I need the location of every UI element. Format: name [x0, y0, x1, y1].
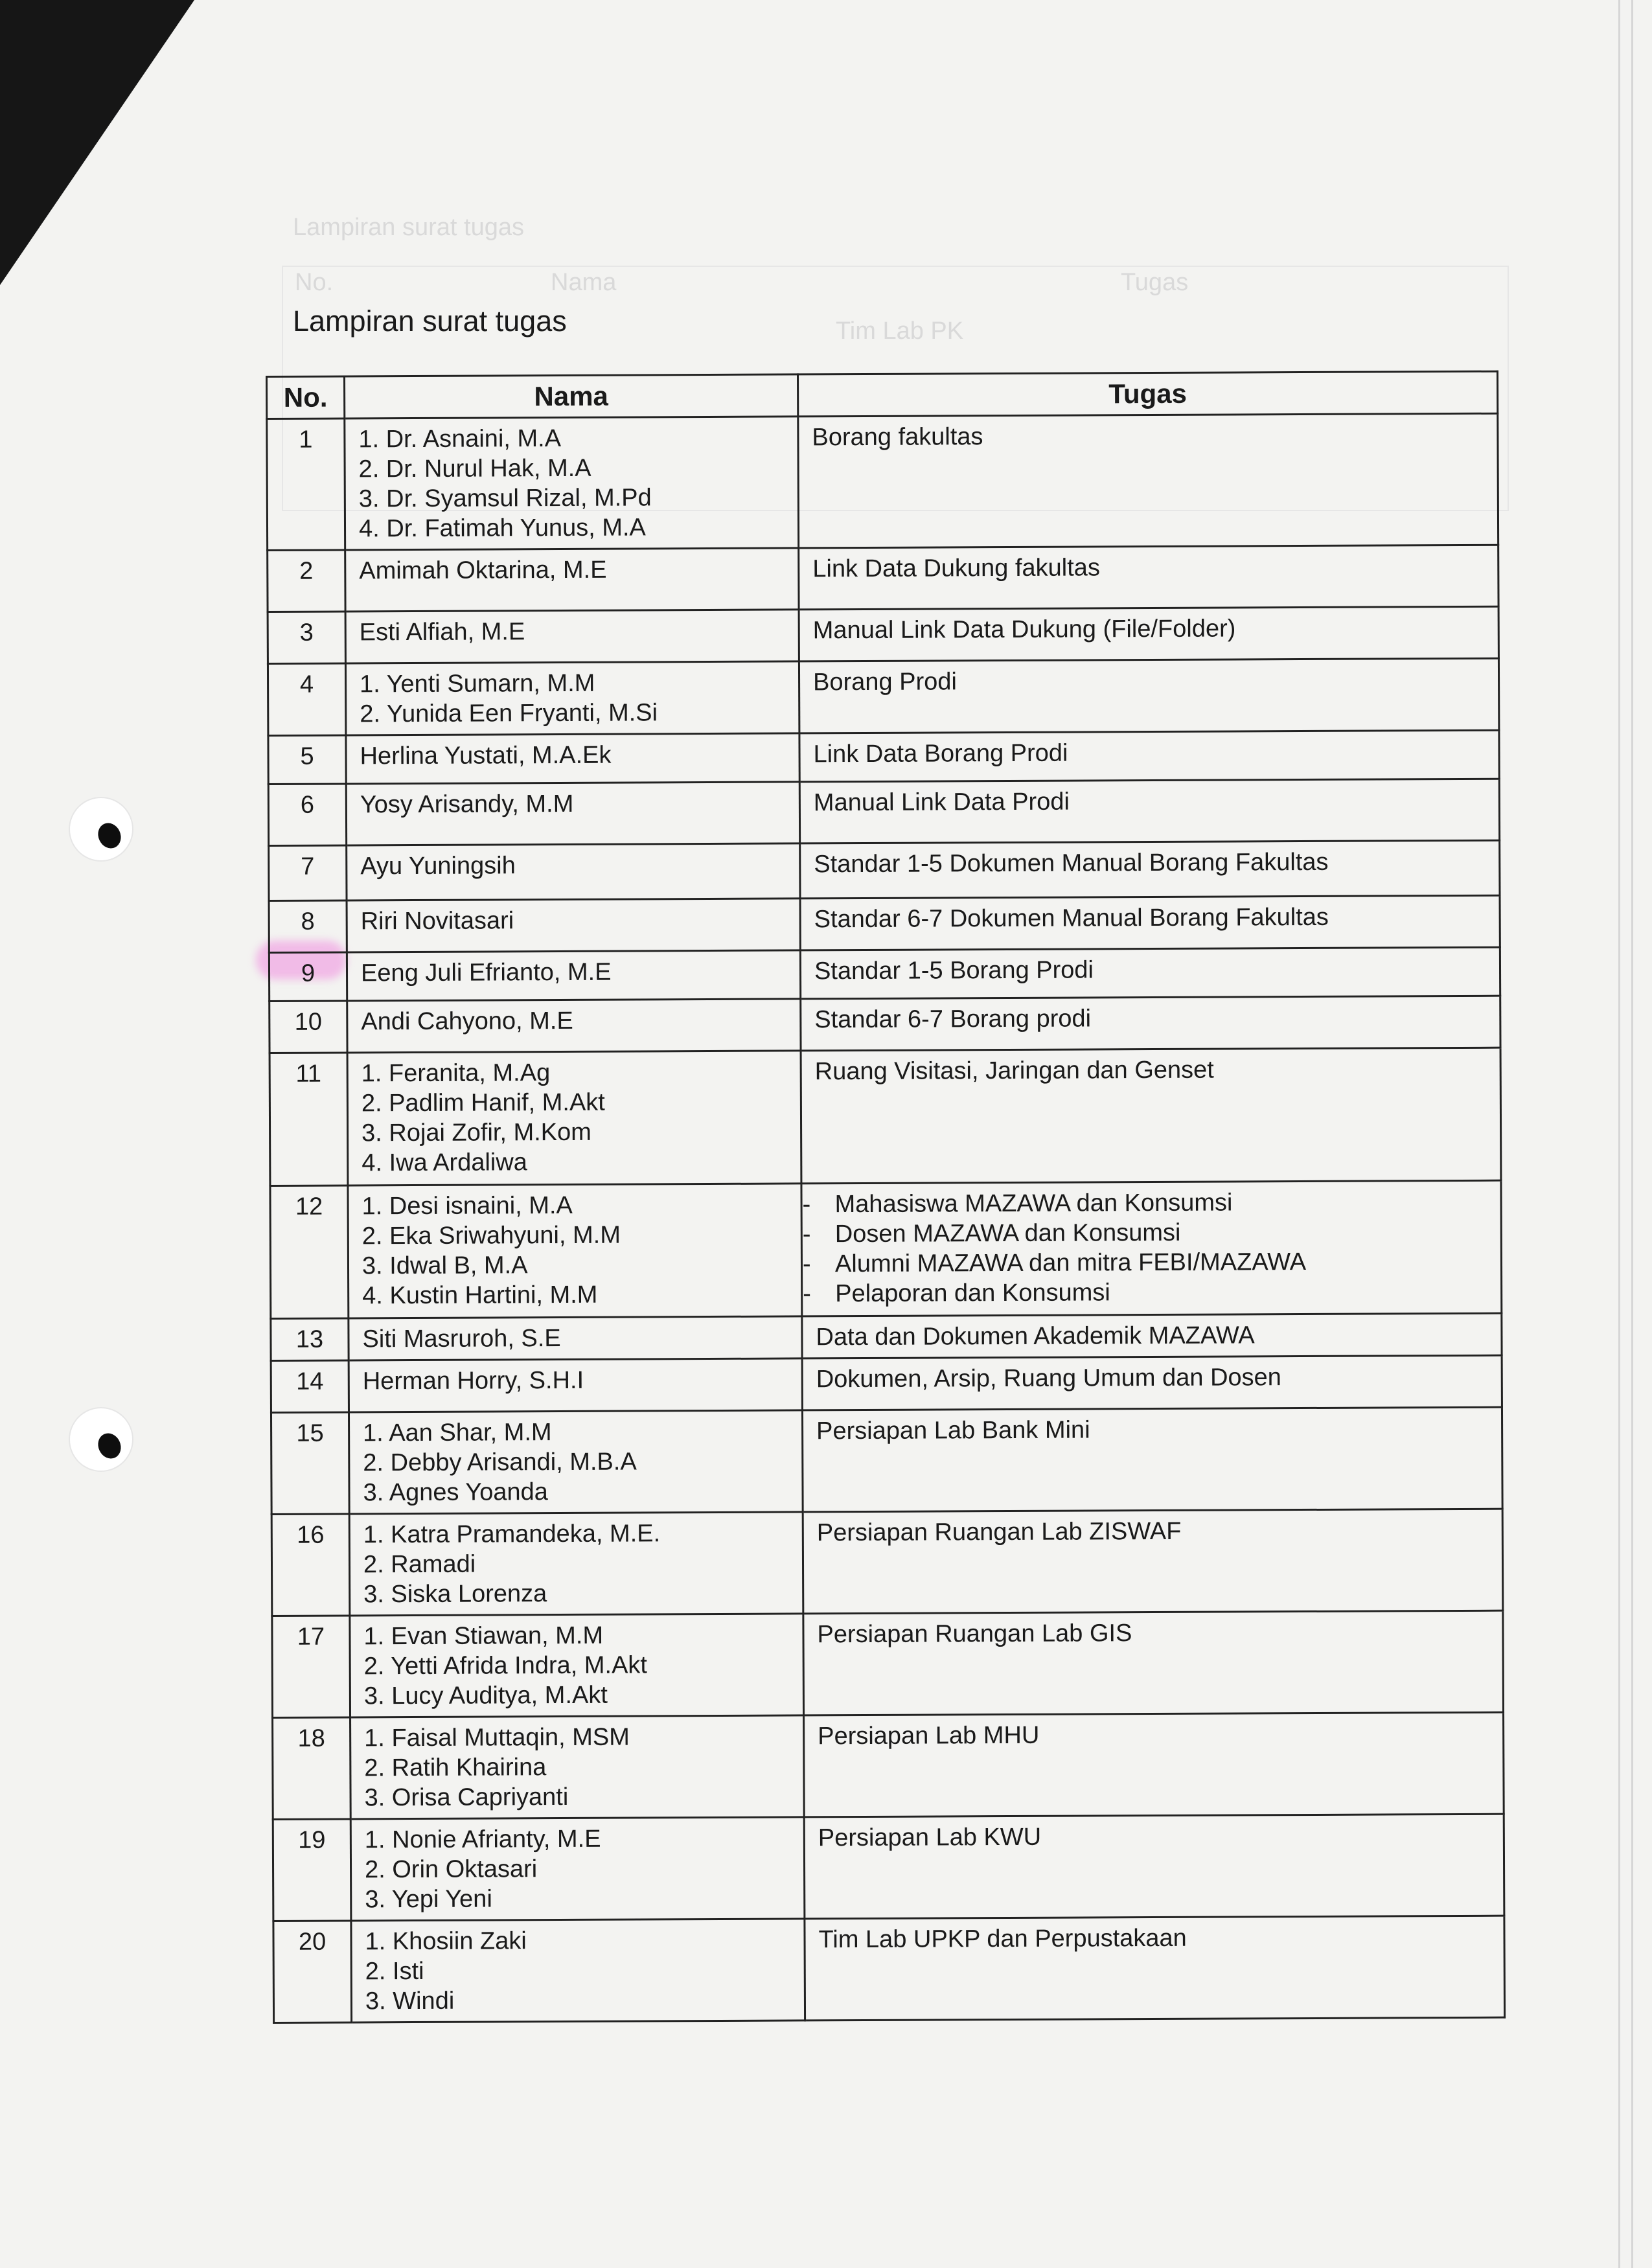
task-item [812, 551, 1484, 584]
task-item [803, 1217, 1487, 1250]
person-name: 3. Agnes Yoanda [363, 1478, 548, 1507]
row-names [350, 1817, 805, 1921]
row-number: 7 [269, 845, 347, 901]
row-number: 9 [269, 952, 347, 1002]
page-edge-line [1631, 0, 1633, 2268]
row-number: 18 [273, 1717, 351, 1820]
punch-hole [70, 798, 132, 860]
person-name: Yosy Arisandy, M.M [360, 790, 574, 819]
row-task [804, 1712, 1504, 1817]
task-text: Link Data Borang Prodi [813, 739, 1068, 768]
row-task [801, 996, 1500, 1051]
person-name: 2. Debby Arisandi, M.B.A [363, 1448, 637, 1477]
task-item [813, 613, 1485, 646]
task-item [803, 1246, 1487, 1279]
task-text: Standar 1-5 Dokumen Manual Borang Fakultas [814, 848, 1329, 878]
row-number: 19 [273, 1819, 351, 1921]
row-number: 3 [268, 612, 345, 664]
table-row [269, 840, 1500, 900]
task-item [818, 1922, 1490, 1955]
task-item [812, 420, 1484, 453]
row-names [345, 661, 799, 735]
person-name: Amimah Oktarina, M.E [359, 556, 607, 585]
task-item [818, 1719, 1489, 1752]
task-text: Borang fakultas [812, 423, 983, 452]
table-row [268, 779, 1499, 845]
page-edge-line [1618, 0, 1620, 2268]
person-name: 4. Iwa Ardaliwa [361, 1149, 527, 1177]
row-task [802, 1407, 1502, 1512]
person-name: Riri Novitasari [360, 907, 514, 935]
table-row [270, 1048, 1501, 1186]
person-name: 4. Kustin Hartini, M.M [362, 1281, 598, 1310]
table-row [268, 730, 1499, 784]
task-item [818, 1820, 1490, 1853]
person-name: 1. Dr. Asnaini, M.A [358, 425, 562, 453]
table-row [270, 1180, 1502, 1318]
row-number: 4 [268, 663, 345, 736]
row-task [805, 1916, 1505, 2021]
task-text: Standar 6-7 Dokumen Manual Borang Fakultas [814, 903, 1329, 934]
punch-hole [70, 1408, 132, 1471]
row-task [802, 1313, 1502, 1358]
person-name: 2. Ratih Khairina [364, 1754, 547, 1782]
table-row [268, 545, 1498, 612]
table-row [270, 996, 1500, 1053]
row-names [347, 899, 800, 952]
table-row [273, 1712, 1504, 1819]
row-task [804, 1814, 1504, 1919]
row-number: 13 [271, 1318, 349, 1361]
person-name: 1. Aan Shar, M.M [363, 1419, 552, 1447]
person-name: 2. Yetti Afrida Indra, M.Akt [363, 1651, 648, 1680]
task-text: Manual Link Data Dukung (File/Folder) [812, 615, 1236, 645]
person-name: 1. Desi isnaini, M.A [361, 1191, 573, 1220]
table-row [268, 658, 1498, 735]
show-through-header-no: No. [295, 269, 334, 296]
row-names [347, 999, 801, 1053]
table-row [271, 1313, 1502, 1360]
row-names [349, 1512, 803, 1616]
show-through-header-nama: Nama [551, 269, 617, 296]
task-dash: - [803, 1280, 811, 1308]
row-number: 2 [268, 550, 345, 612]
row-number: 12 [270, 1186, 349, 1319]
person-name: Eeng Juli Efrianto, M.E [360, 958, 612, 987]
header-tugas: Tugas [797, 371, 1497, 417]
assignment-table [266, 371, 1506, 2024]
row-number: 20 [273, 1921, 352, 2023]
person-name: Siti Masruroh, S.E [362, 1325, 561, 1353]
task-text: Manual Link Data Prodi [813, 788, 1070, 817]
table-row [272, 1610, 1504, 1717]
row-task [803, 1509, 1503, 1614]
row-number: 11 [270, 1053, 348, 1186]
show-through-header-tugas: Tugas [1121, 269, 1189, 296]
row-number: 10 [270, 1001, 347, 1053]
person-name: 3. Orisa Capriyanti [364, 1783, 569, 1812]
header-no: No. [267, 376, 345, 419]
task-item [814, 954, 1486, 987]
row-names [345, 610, 799, 663]
task-item [814, 785, 1486, 818]
person-name: 2. Orin Oktasari [364, 1855, 538, 1884]
person-name: 2. Dr. Nurul Hak, M.A [358, 454, 591, 483]
row-names [349, 1358, 802, 1412]
task-item [813, 665, 1485, 698]
task-text: Standar 6-7 Borang prodi [814, 1005, 1092, 1034]
row-names [345, 548, 799, 612]
task-text: Persiapan Ruangan Lab ZISWAF [816, 1517, 1182, 1547]
person-name: 2. Padlim Hanif, M.Akt [361, 1088, 605, 1117]
row-names [350, 1715, 805, 1819]
table-row [269, 947, 1500, 1001]
person-name: 1. Nonie Afrianty, M.E [364, 1825, 601, 1854]
task-text: Persiapan Lab KWU [818, 1823, 1042, 1852]
task-item [814, 847, 1486, 880]
row-number: 5 [268, 735, 346, 785]
task-item [816, 1320, 1487, 1353]
task-text: Mahasiswa MAZAWA dan Konsumsi [834, 1189, 1233, 1219]
row-number: 6 [268, 784, 346, 846]
person-name: Andi Cahyono, M.E [361, 1007, 573, 1036]
person-name: 1. Katra Pramandeka, M.E. [363, 1520, 661, 1549]
row-names [349, 1316, 802, 1360]
row-task [799, 658, 1498, 733]
row-number: 15 [271, 1412, 349, 1515]
person-name: 2. Eka Sriwahyuni, M.M [361, 1221, 621, 1250]
task-item [814, 902, 1486, 935]
task-dash: - [802, 1250, 811, 1278]
row-names [347, 843, 800, 900]
person-name: 3. Idwal B, M.A [361, 1252, 528, 1280]
document-title: Lampiran surat tugas [293, 304, 567, 338]
table-row [271, 1509, 1503, 1616]
table-row [268, 606, 1498, 663]
row-task [800, 947, 1500, 999]
row-names [345, 417, 799, 550]
person-name: 3. Yepi Yeni [365, 1885, 492, 1914]
task-text: Persiapan Lab Bank Mini [816, 1416, 1090, 1445]
task-item [815, 1054, 1487, 1087]
task-text: Ruang Visitasi, Jaringan dan Genset [814, 1056, 1214, 1086]
task-item [813, 737, 1485, 770]
table-row [273, 1814, 1504, 1921]
person-name: 3. Lucy Auditya, M.Akt [363, 1681, 608, 1710]
show-through-task: Tim Lab PK [836, 317, 964, 345]
person-name: 2. Isti [365, 1957, 424, 1986]
task-item [817, 1515, 1489, 1548]
task-text: Data dan Dokumen Akademik MAZAWA [816, 1322, 1255, 1351]
person-name: 2. Ramadi [363, 1550, 476, 1579]
row-number: 1 [267, 418, 345, 551]
row-names [347, 950, 800, 1001]
person-name: Herman Horry, S.H.I [362, 1366, 584, 1395]
person-name: 1. Faisal Muttaqin, MSM [364, 1723, 630, 1752]
row-names [348, 1184, 802, 1318]
row-number: 17 [272, 1616, 350, 1718]
row-task [801, 1048, 1501, 1184]
row-task [799, 545, 1498, 610]
task-text: Dokumen, Arsip, Ruang Umum dan Dosen [816, 1364, 1281, 1393]
task-text: Alumni MAZAWA dan mitra FEBI/MAZAWA [834, 1248, 1307, 1278]
row-names [350, 1614, 804, 1717]
row-names [346, 733, 799, 784]
table-row [273, 1916, 1505, 2022]
task-dash: - [802, 1220, 811, 1248]
task-text: Tim Lab UPKP dan Perpustakaan [818, 1924, 1187, 1954]
person-name: 1. Yenti Sumarn, M.M [359, 669, 595, 698]
person-name: 3. Windi [365, 1987, 455, 2015]
row-names [349, 1410, 803, 1514]
row-names [351, 1919, 805, 2022]
table-row [269, 895, 1500, 952]
person-name: 1. Khosiin Zaki [365, 1927, 527, 1956]
person-name: 3. Rojai Zofir, M.Kom [361, 1118, 591, 1147]
task-item [814, 1002, 1486, 1035]
row-names [346, 782, 799, 845]
task-text: Borang Prodi [812, 668, 957, 696]
row-task [800, 840, 1500, 899]
table-row [271, 1355, 1502, 1412]
person-name: 1. Feranita, M.Ag [361, 1059, 551, 1088]
row-task [803, 1610, 1504, 1715]
person-name: Esti Alfiah, M.E [359, 618, 525, 647]
row-number: 16 [271, 1514, 350, 1616]
person-name: 4. Dr. Fatimah Yunus, M.A [358, 514, 646, 543]
row-number: 8 [269, 900, 347, 953]
row-task [798, 413, 1498, 548]
task-item [802, 1187, 1487, 1220]
person-name: Herlina Yustati, M.A.Ek [360, 741, 612, 770]
task-dash: - [802, 1191, 811, 1219]
table-header-row [267, 371, 1498, 418]
task-text: Link Data Dukung fakultas [812, 554, 1100, 583]
task-item [803, 1276, 1487, 1309]
person-name: 2. Yunida Een Fryanti, M.Si [360, 699, 658, 728]
table-row [267, 413, 1498, 550]
row-task [799, 779, 1499, 843]
header-nama: Nama [345, 374, 798, 418]
show-through-title: Lampiran surat tugas [293, 214, 524, 241]
task-item [816, 1362, 1488, 1395]
task-text: Pelaporan dan Konsumsi [835, 1279, 1110, 1308]
row-task [800, 895, 1500, 950]
row-task [799, 730, 1499, 782]
person-name: 3. Siska Lorenza [363, 1580, 547, 1609]
task-item [816, 1414, 1488, 1447]
task-text: Standar 1-5 Borang Prodi [814, 956, 1094, 985]
person-name: 3. Dr. Syamsul Rizal, M.Pd [358, 484, 652, 513]
person-name: Ayu Yuningsih [360, 852, 516, 880]
person-name: 1. Evan Stiawan, M.M [363, 1621, 604, 1651]
row-task [802, 1355, 1502, 1410]
task-text: Dosen MAZAWA dan Konsumsi [834, 1219, 1181, 1248]
row-names [347, 1051, 801, 1186]
row-task [799, 606, 1498, 661]
task-text: Persiapan Ruangan Lab GIS [817, 1620, 1132, 1649]
row-number: 14 [271, 1360, 349, 1413]
table-row [271, 1407, 1502, 1514]
task-item [817, 1617, 1489, 1650]
task-text: Persiapan Lab MHU [818, 1721, 1040, 1750]
row-task [801, 1180, 1502, 1316]
scan-dark-corner [0, 0, 194, 285]
